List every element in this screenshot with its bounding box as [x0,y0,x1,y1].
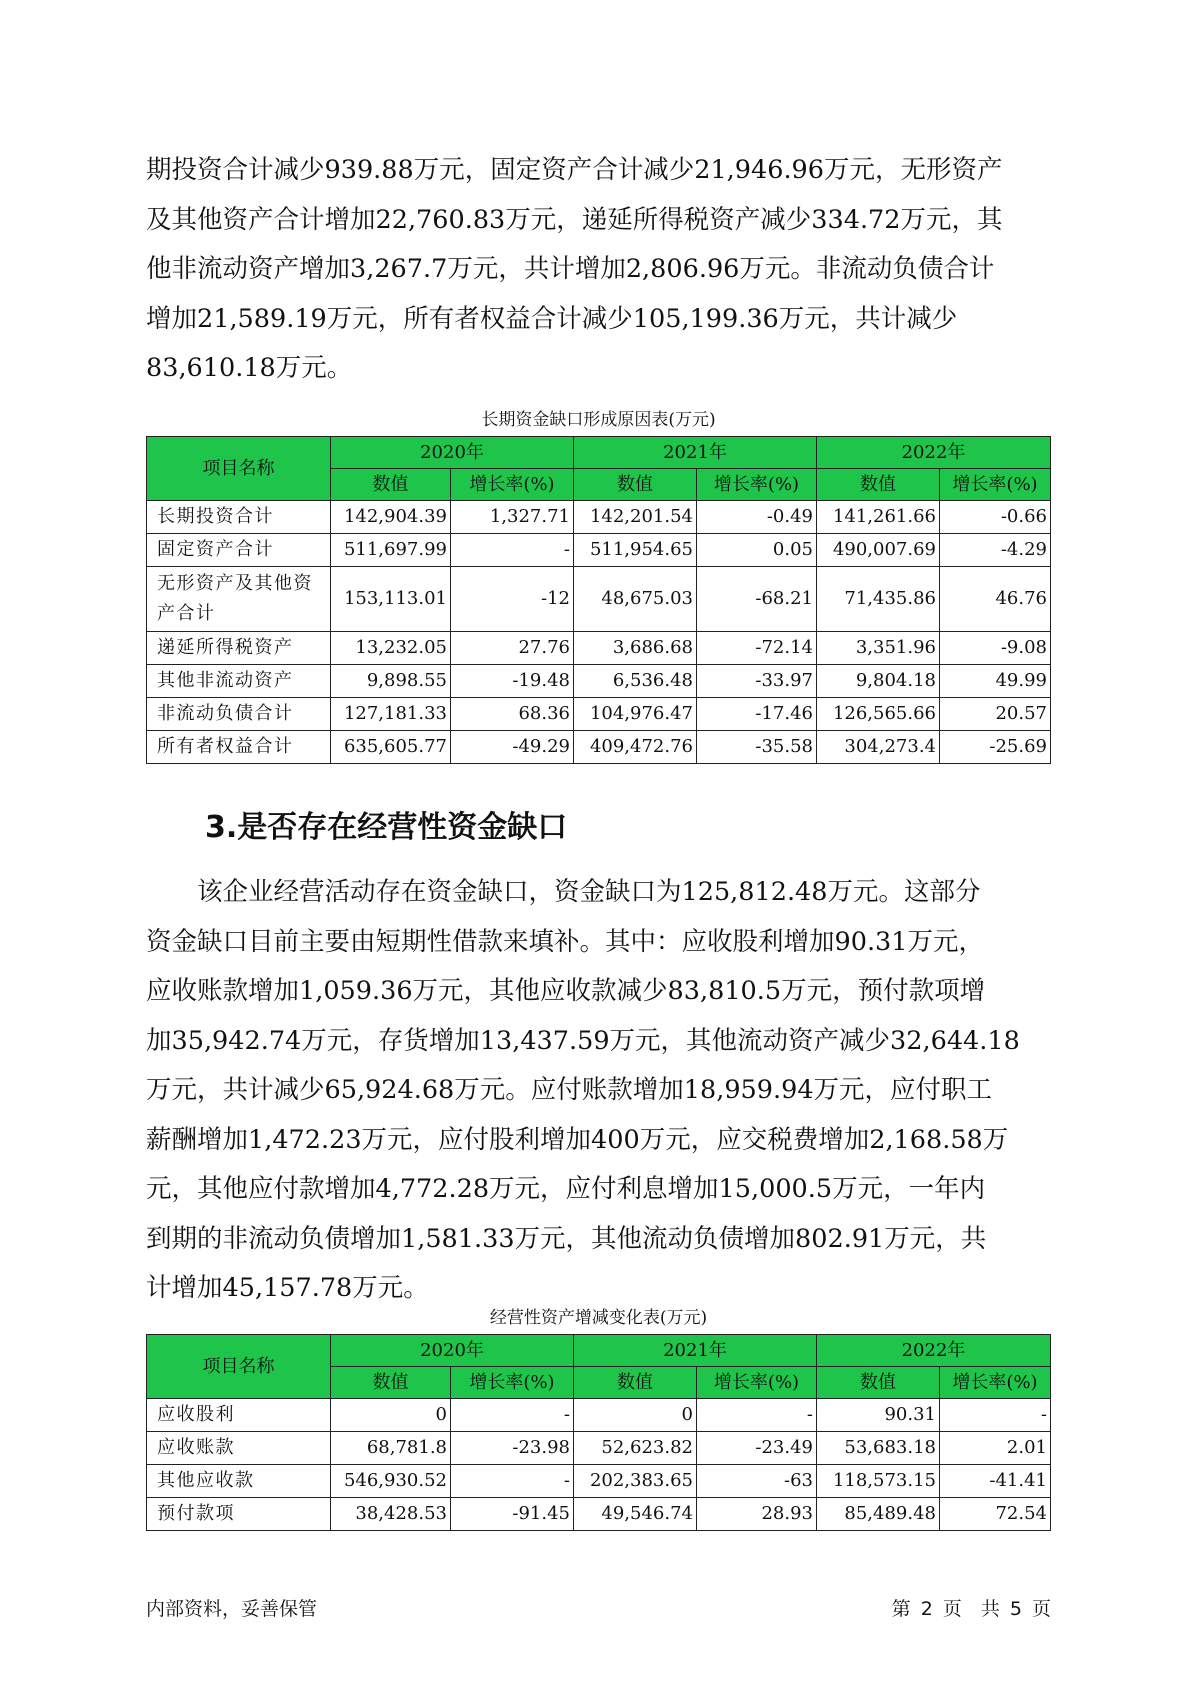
cell: -17.46 [697,698,817,731]
text-line: 增加21,589.19万元，所有者权益合计减少105,199.36万元，共计减少 [146,303,958,334]
cell: - [697,1399,817,1432]
cell: -9.08 [940,632,1051,665]
table-caption-operating-assets: 经营性资产增减变化表(万元) [489,1308,708,1328]
header-value: 数值 [331,1367,451,1399]
cell: 490,007.69 [817,534,940,567]
cell: 3,686.68 [574,632,697,665]
cell: - [451,1399,574,1432]
cell: 546,930.52 [331,1465,451,1498]
cell: - [451,1465,574,1498]
header-value: 数值 [817,469,940,501]
header-value: 数值 [574,1367,697,1399]
table-header-row [147,437,1051,469]
table-row [147,1465,1051,1498]
text-line: 83,610.18万元。 [146,353,353,383]
text-line: 资金缺口目前主要由短期性借款来填补。其中：应收股利增加90.31万元， [146,926,985,957]
table-row [147,632,1051,665]
cell: 52,623.82 [574,1432,697,1465]
row-label: 应收账款 [147,1432,331,1465]
cell: 0 [574,1399,697,1432]
row-label: 无形资产及其他资产合计 [147,567,331,632]
cell: 142,904.39 [331,501,451,534]
cell: 2.01 [940,1432,1051,1465]
cell: 0.05 [697,534,817,567]
footer-confidential-note: 内部资料，妥善保管 [146,1598,318,1620]
cell: 38,428.53 [331,1498,451,1531]
header-growth: 增长率(%) [451,469,574,501]
table-row [147,567,1051,632]
cell: 90.31 [817,1399,940,1432]
text-line: 到期的非流动负债增加1,581.33万元，其他流动负债增加802.91万元，共 [146,1223,987,1254]
paragraph-operating-gap [146,868,1051,1314]
cell: 68,781.8 [331,1432,451,1465]
row-label: 其他应收款 [147,1465,331,1498]
cell: 511,954.65 [574,534,697,567]
cell: 49,546.74 [574,1498,697,1531]
header-value: 数值 [331,469,451,501]
cell: 104,976.47 [574,698,697,731]
row-label: 递延所得税资产 [147,632,331,665]
footer-page-number: 第 2 页 共 5 页 [891,1598,1051,1620]
header-growth: 增长率(%) [697,1367,817,1399]
header-year-2021: 2021年 [574,437,817,469]
text-line: 薪酬增加1,472.23万元，应付股利增加400万元，应交税费增加2,168.58万 [146,1124,1009,1155]
table-row [147,665,1051,698]
cell: -33.97 [697,665,817,698]
cell: -23.49 [697,1432,817,1465]
table-row [147,1498,1051,1531]
header-value: 数值 [574,469,697,501]
text-line: 加35,942.74万元，存货增加13,437.59万元，其他流动资产减少32,644.18 [146,1025,1020,1056]
cell: 13,232.05 [331,632,451,665]
header-year-2022: 2022年 [817,437,1051,469]
cell: 46.76 [940,567,1051,632]
cell: 9,898.55 [331,665,451,698]
cell: 126,565.66 [817,698,940,731]
cell: 71,435.86 [817,567,940,632]
cell: -35.58 [697,731,817,764]
table-row [147,1399,1051,1432]
cell: 27.76 [451,632,574,665]
row-label: 非流动负债合计 [147,698,331,731]
table-header-row [147,1335,1051,1367]
cell: -0.49 [697,501,817,534]
cell: -19.48 [451,665,574,698]
text-line: 他非流动资产增加3,267.7万元，共计增加2,806.96万元。非流动负债合计 [146,254,995,284]
cell: 53,683.18 [817,1432,940,1465]
cell: 142,201.54 [574,501,697,534]
cell: -0.66 [940,501,1051,534]
text-line: 期投资合计减少939.88万元，固定资产合计减少21,946.96万元，无形资产 [146,155,1003,185]
text-line: 元，其他应付款增加4,772.28万元，应付利息增加15,000.5万元，一年内 [146,1174,986,1204]
row-label: 预付款项 [147,1498,331,1531]
cell: 3,351.96 [817,632,940,665]
cell: -72.14 [697,632,817,665]
table-row [147,1432,1051,1465]
header-year-2021: 2021年 [574,1335,817,1367]
cell: -91.45 [451,1498,574,1531]
header-growth: 增长率(%) [697,469,817,501]
cell: 20.57 [940,698,1051,731]
cell: -41.41 [940,1465,1051,1498]
header-year-2022: 2022年 [817,1335,1051,1367]
cell: 6,536.48 [574,665,697,698]
header-item-name: 项目名称 [147,1335,331,1399]
table-long-term-gap [146,436,1051,764]
cell: 127,181.33 [331,698,451,731]
header-growth: 增长率(%) [451,1367,574,1399]
cell: 153,113.01 [331,567,451,632]
cell: -12 [451,567,574,632]
cell: 0 [331,1399,451,1432]
row-label: 应收股利 [147,1399,331,1432]
header-value: 数值 [817,1367,940,1399]
cell: 9,804.18 [817,665,940,698]
cell: 1,327.71 [451,501,574,534]
cell: 49.99 [940,665,1051,698]
table-row [147,698,1051,731]
header-item-name: 项目名称 [147,437,331,501]
cell: - [451,534,574,567]
header-year-2020: 2020年 [331,1335,574,1367]
cell: 141,261.66 [817,501,940,534]
cell: -68.21 [697,567,817,632]
cell: 409,472.76 [574,731,697,764]
cell: 118,573.15 [817,1465,940,1498]
cell: -25.69 [940,731,1051,764]
header-growth: 增长率(%) [940,1367,1051,1399]
cell: 28.93 [697,1498,817,1531]
cell: 68.36 [451,698,574,731]
cell: 304,273.4 [817,731,940,764]
paragraph-continued [146,146,1051,394]
cell: 72.54 [940,1498,1051,1531]
header-year-2020: 2020年 [331,437,574,469]
cell: -49.29 [451,731,574,764]
text-line: 该企业经营活动存在资金缺口，资金缺口为125,812.48万元。这部分 [146,877,981,907]
table-row [147,534,1051,567]
cell: 202,383.65 [574,1465,697,1498]
text-line: 及其他资产合计增加22,760.83万元，递延所得税资产减少334.72万元，其 [146,204,1003,235]
cell: - [940,1399,1051,1432]
text-line: 计增加45,157.78万元。 [146,1273,429,1303]
cell: 48,675.03 [574,567,697,632]
cell: 511,697.99 [331,534,451,567]
cell: 85,489.48 [817,1498,940,1531]
row-label: 固定资产合计 [147,534,331,567]
table-operating-assets [146,1334,1051,1531]
row-label: 所有者权益合计 [147,731,331,764]
cell: -63 [697,1465,817,1498]
cell: 635,605.77 [331,731,451,764]
table-row [147,731,1051,764]
table-caption-long-term-gap: 长期资金缺口形成原因表(万元) [481,410,716,430]
cell: -23.98 [451,1432,574,1465]
text-line: 万元，共计减少65,924.68万元。应付账款增加18,959.94万元，应付职工 [146,1075,993,1105]
table-row [147,501,1051,534]
row-label: 其他非流动资产 [147,665,331,698]
cell: -4.29 [940,534,1051,567]
header-growth: 增长率(%) [940,469,1051,501]
text-line: 应收账款增加1,059.36万元，其他应收款减少83,810.5万元，预付款项增 [146,976,986,1006]
section-heading: 3.是否存在经营性资金缺口 [205,810,568,845]
row-label: 长期投资合计 [147,501,331,534]
